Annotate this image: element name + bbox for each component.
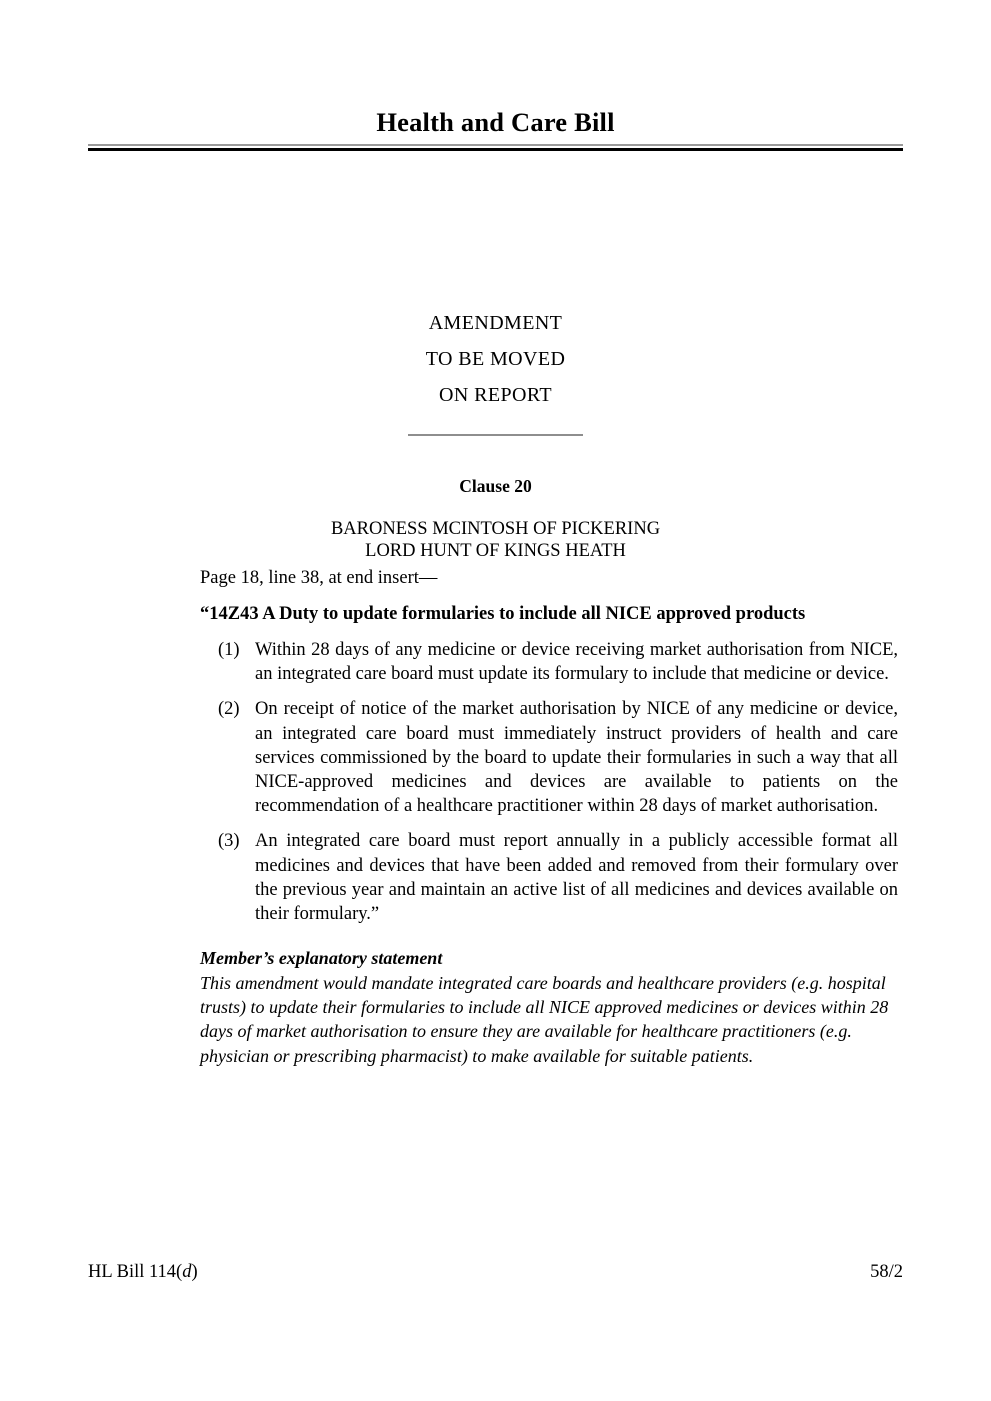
page-footer (88, 1262, 903, 1283)
bill-reference-suffix: ) (191, 1262, 198, 1282)
paragraph-number: (2) (218, 699, 240, 720)
amendment-body (200, 566, 898, 926)
paragraph-number: (3) (218, 831, 240, 852)
explanatory-statement-heading: Member’s explanatory statement (200, 948, 443, 968)
amendment-line-1: AMENDMENT (428, 312, 563, 334)
member-name-2: LORD HUNT OF KINGS HEATH (365, 541, 626, 561)
member-name-1: BARONESS MCINTOSH OF PICKERING (330, 519, 661, 539)
paragraph-text: Within 28 days of any medicine or device receiving market authorisation from NICE, an integrated care board must update its formulary to include that medicine or device. (255, 640, 898, 685)
paragraph-text: An integrated care board must report annually in a publicly accessible format all medicines and devices that have been added and removed from their formulary over the previous year and maintain an active list of all medicines and devices available on their formulary.” (255, 831, 898, 925)
header-rule (88, 144, 903, 151)
bill-reference-letter: d (182, 1262, 192, 1282)
numbered-paragraph (200, 829, 898, 926)
clause-heading: Clause 20 (459, 476, 532, 496)
amendment-line-3: ON REPORT (439, 384, 552, 406)
member-names (0, 518, 991, 562)
bill-reference (88, 1262, 198, 1283)
amendment-block (0, 305, 991, 413)
numbered-paragraph-list (200, 638, 898, 926)
explanatory-statement-text: This amendment would mandate integrated care boards and healthcare providers (e.g. hospital trusts) to update their formularies to include all NICE approved medicines or devices within 28 days of market authorisation to ensure they are available for healthcare practitioners (e.g. physician or prescribing pharmacist) to make available for suitable patients. (200, 973, 889, 1066)
insert-instruction: Page 18, line 38, at end insert— (200, 568, 438, 588)
explanatory-statement (200, 946, 900, 1068)
bill-reference-prefix: HL Bill 114( (88, 1262, 183, 1282)
inserted-clause-heading: “14Z43 A Duty to update formularies to include all NICE approved products (200, 604, 806, 624)
numbered-paragraph (200, 638, 898, 686)
document-title: Health and Care Bill (376, 107, 615, 137)
numbered-paragraph (200, 697, 898, 818)
amendment-line-2: TO BE MOVED (425, 348, 566, 370)
paragraph-text: On receipt of notice of the market authorisation by NICE of any medicine or device, an integrated care board must immediately instruct providers of health and care services commissioned by the board to update their formularies in such a way that all NICE-approved medicines and devices are available to patients on the recommendation of a healthcare practitioner within 28 days of market authorisation. (255, 699, 898, 817)
page-number: 58/2 (870, 1262, 903, 1282)
header-rule-thick (88, 148, 903, 151)
section-divider-rule (408, 434, 583, 436)
paragraph-number: (1) (218, 640, 240, 660)
